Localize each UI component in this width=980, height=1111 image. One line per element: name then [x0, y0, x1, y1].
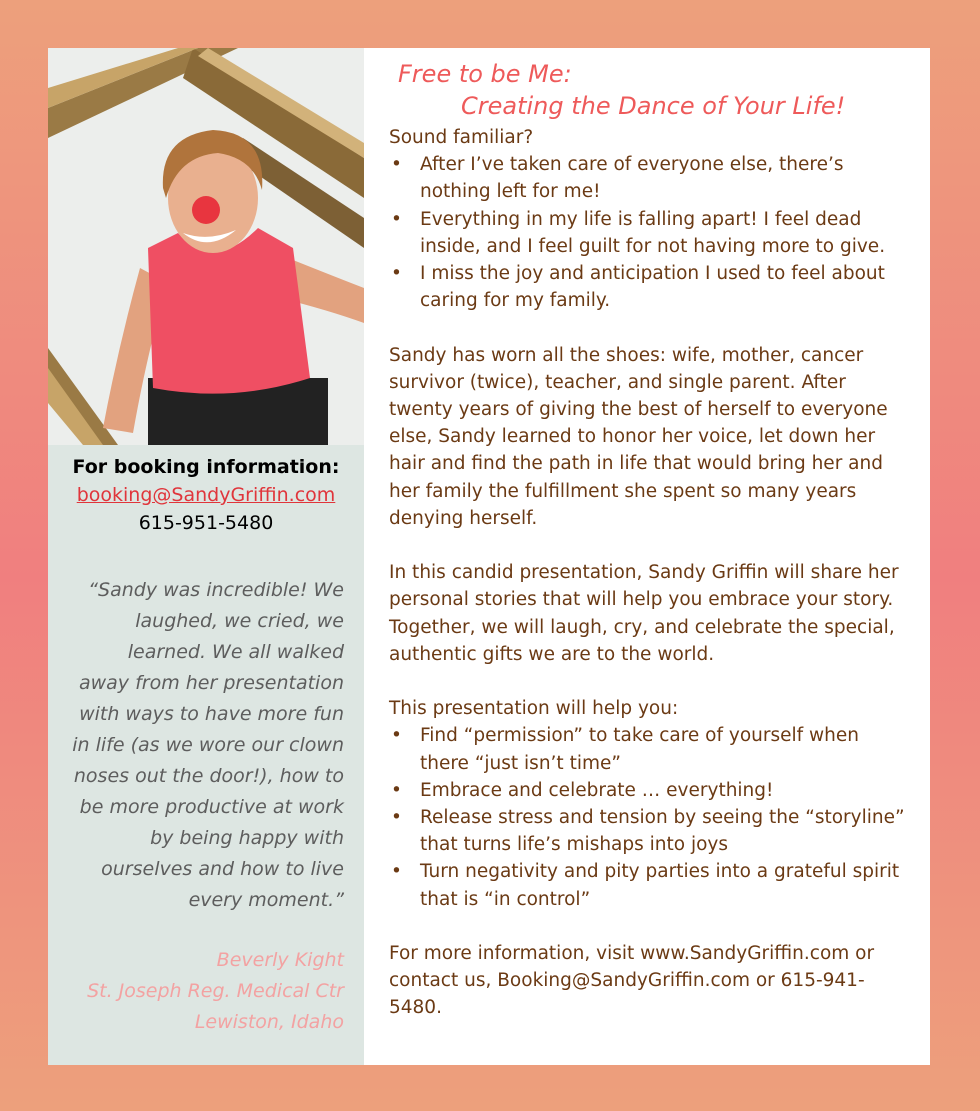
help-intro: This presentation will help you: — [389, 698, 679, 720]
speaker-photo — [48, 48, 364, 445]
contact-paragraph: For more information, visit www.SandyGriffin.com or contact us, Booking@SandyGriffin.com or 615-941-5480. — [389, 943, 875, 1019]
title-line-2: Creating the Dance of Your Life! — [461, 92, 846, 120]
title-line-1: Free to be Me: — [398, 60, 572, 88]
testimonial-quote: “Sandy was incredible! We laughed, we cried, we learned. We all walked away from her presentation with ways to have more fun in life (as we wore our clown noses out the door!), how to be more productive at work by being happy with ourselves and how to live every moment.” — [72, 579, 344, 911]
testimonial-name: Beverly Kight — [216, 949, 344, 971]
booking-email-link[interactable]: booking@SandyGriffin.com — [76, 484, 336, 506]
list-item: • I miss the joy and anticipation I used to feel about caring for my family. — [389, 260, 909, 314]
list-item: • Find “permission” to take care of yourself when there “just isn’t time” — [389, 722, 909, 776]
flyer-sheet — [48, 48, 930, 1065]
testimonial-org: St. Joseph Reg. Medical Ctr — [87, 980, 344, 1002]
intro-text: Sound familiar? — [389, 127, 534, 148]
sidebar — [48, 48, 364, 1065]
presentation-paragraph: In this candid presentation, Sandy Griffin will share her personal stories that will help you embrace your story. Together, we will laugh, cry, and celebrate the special, authentic gifts we are to the world. — [389, 562, 899, 665]
list-item: • Embrace and celebrate … everything! — [389, 777, 909, 804]
booking-info — [48, 453, 364, 537]
list-item: • Turn negativity and pity parties into a grateful spirit that is “in control” — [389, 858, 909, 912]
main-content — [389, 58, 909, 1022]
bio-paragraph: Sandy has worn all the shoes: wife, mother, cancer survivor (twice), teacher, and single parent. After twenty years of giving the best of herself to everyone else, Sandy learned to honor her voice, let down her hair and find the path in life that would bring her and her family the fulfillment she spent so many years denying herself. — [389, 344, 888, 529]
help-list — [389, 722, 909, 912]
booking-phone: 615-951-5480 — [138, 512, 274, 534]
booking-heading: For booking information: — [72, 456, 340, 478]
list-item: • After I’ve taken care of everyone else, there’s nothing left for me! — [389, 151, 909, 205]
familiar-list — [389, 151, 909, 314]
list-item: • Release stress and tension by seeing the “storyline” that turns life’s mishaps into joys — [389, 804, 909, 858]
testimonial-attribution — [72, 945, 344, 1038]
list-item: • Everything in my life is falling apart! I feel dead inside, and I feel guilt for not having more to give. — [389, 206, 909, 260]
speaker-photo-illustration — [48, 48, 364, 445]
testimonial-location: Lewiston, Idaho — [194, 1011, 344, 1033]
